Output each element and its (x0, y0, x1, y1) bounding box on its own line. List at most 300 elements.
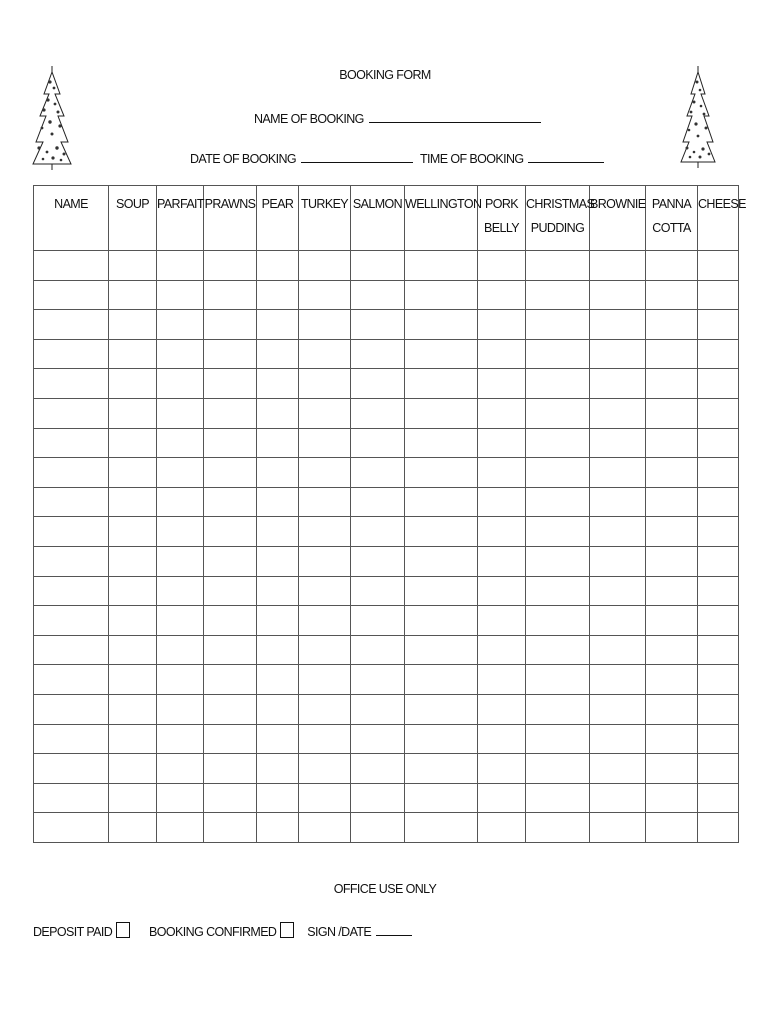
table-cell[interactable] (698, 694, 739, 724)
table-cell[interactable] (646, 280, 698, 310)
table-cell[interactable] (478, 398, 526, 428)
table-cell[interactable] (698, 783, 739, 813)
table-cell[interactable] (257, 635, 299, 665)
table-cell[interactable] (109, 251, 157, 281)
table-cell[interactable] (351, 724, 405, 754)
name-of-booking-field[interactable] (254, 110, 541, 126)
column-header-line1: CHRISTMAS (526, 197, 595, 211)
table-cell[interactable] (590, 458, 646, 488)
table-cell[interactable] (157, 369, 204, 399)
table-cell[interactable] (109, 517, 157, 547)
table-cell[interactable] (257, 813, 299, 843)
table-cell[interactable] (526, 606, 590, 636)
table-cell[interactable] (204, 635, 257, 665)
table-row (34, 606, 739, 636)
table-cell[interactable] (698, 517, 739, 547)
table-cell[interactable] (590, 783, 646, 813)
table-cell[interactable] (405, 576, 478, 606)
table-cell[interactable] (257, 606, 299, 636)
table-cell[interactable] (351, 813, 405, 843)
column-header (405, 186, 482, 251)
table-cell[interactable] (405, 369, 478, 399)
table-cell[interactable] (526, 546, 590, 576)
table-cell[interactable] (698, 310, 739, 340)
table-cell[interactable] (204, 665, 257, 695)
table-cell[interactable] (646, 428, 698, 458)
table-cell[interactable] (405, 754, 478, 784)
table-cell[interactable] (698, 813, 739, 843)
table-cell[interactable] (257, 398, 299, 428)
table-cell[interactable] (590, 398, 646, 428)
table-cell[interactable] (204, 517, 257, 547)
table-cell[interactable] (590, 606, 646, 636)
time-of-booking-line[interactable] (528, 150, 604, 163)
table-cell[interactable] (698, 369, 739, 399)
table-cell[interactable] (698, 606, 739, 636)
table-cell[interactable] (478, 487, 526, 517)
table-cell[interactable] (405, 665, 478, 695)
table-cell[interactable] (204, 546, 257, 576)
table-cell[interactable] (299, 251, 351, 281)
table-cell[interactable] (34, 310, 109, 340)
table-cell[interactable] (157, 724, 204, 754)
table-row (34, 635, 739, 665)
table-cell[interactable] (109, 280, 157, 310)
table-cell[interactable] (34, 783, 109, 813)
table-cell[interactable] (351, 369, 405, 399)
table-cell[interactable] (405, 517, 478, 547)
table-cell[interactable] (526, 251, 590, 281)
date-of-booking-line[interactable] (301, 150, 413, 163)
table-cell[interactable] (646, 724, 698, 754)
table-cell[interactable] (109, 369, 157, 399)
table-cell[interactable] (34, 635, 109, 665)
table-cell[interactable] (157, 694, 204, 724)
column-header-line1: PEAR (261, 197, 294, 211)
table-cell[interactable] (478, 783, 526, 813)
table-cell[interactable] (526, 398, 590, 428)
table-cell[interactable] (405, 280, 478, 310)
table-cell[interactable] (157, 665, 204, 695)
booking-confirmed-checkbox[interactable] (280, 922, 294, 938)
table-cell[interactable] (405, 458, 478, 488)
table-cell[interactable] (109, 606, 157, 636)
table-cell[interactable] (257, 428, 299, 458)
table-cell[interactable] (590, 724, 646, 754)
column-header (698, 186, 746, 251)
table-cell[interactable] (204, 398, 257, 428)
table-cell[interactable] (698, 251, 739, 281)
table-cell[interactable] (405, 339, 478, 369)
table-cell[interactable] (351, 576, 405, 606)
table-cell[interactable] (299, 487, 351, 517)
table-cell[interactable] (34, 458, 109, 488)
table-cell[interactable] (34, 576, 109, 606)
table-cell[interactable] (299, 280, 351, 310)
table-cell[interactable] (646, 458, 698, 488)
table-cell[interactable] (157, 783, 204, 813)
table-cell[interactable] (299, 398, 351, 428)
table-cell[interactable] (257, 310, 299, 340)
table-cell[interactable] (590, 487, 646, 517)
table-cell[interactable] (351, 487, 405, 517)
table-cell[interactable] (351, 517, 405, 547)
table-cell[interactable] (257, 517, 299, 547)
table-cell[interactable] (299, 783, 351, 813)
table-cell[interactable] (257, 754, 299, 784)
table-cell[interactable] (157, 339, 204, 369)
table-cell[interactable] (257, 280, 299, 310)
table-cell[interactable] (34, 369, 109, 399)
table-cell[interactable] (526, 339, 590, 369)
table-cell[interactable] (478, 546, 526, 576)
table-cell[interactable] (590, 635, 646, 665)
table-cell[interactable] (646, 546, 698, 576)
table-cell[interactable] (109, 458, 157, 488)
table-cell[interactable] (257, 724, 299, 754)
table-cell[interactable] (109, 635, 157, 665)
table-cell[interactable] (351, 606, 405, 636)
table-cell[interactable] (351, 458, 405, 488)
table-cell[interactable] (109, 665, 157, 695)
table-cell[interactable] (526, 310, 590, 340)
table-cell[interactable] (478, 458, 526, 488)
table-cell[interactable] (351, 694, 405, 724)
table-cell[interactable] (109, 398, 157, 428)
table-row (34, 251, 739, 281)
column-header-line1: NAME (54, 197, 88, 211)
table-cell[interactable] (34, 517, 109, 547)
table-cell[interactable] (157, 576, 204, 606)
table-cell[interactable] (109, 339, 157, 369)
table-cell[interactable] (351, 783, 405, 813)
table-cell[interactable] (590, 251, 646, 281)
table-cell[interactable] (257, 458, 299, 488)
table-cell[interactable] (646, 665, 698, 695)
table-cell[interactable] (204, 694, 257, 724)
table-cell[interactable] (478, 369, 526, 399)
table-cell[interactable] (157, 280, 204, 310)
table-cell[interactable] (646, 783, 698, 813)
table-cell[interactable] (478, 517, 526, 547)
table-cell[interactable] (590, 665, 646, 695)
table-cell[interactable] (698, 339, 739, 369)
table-row (34, 280, 739, 310)
deposit-paid-checkbox[interactable] (116, 922, 130, 938)
table-cell[interactable] (299, 813, 351, 843)
table-cell[interactable] (157, 635, 204, 665)
table-cell[interactable] (646, 694, 698, 724)
booking-confirmed-label: BOOKING CONFIRMED (149, 925, 277, 939)
table-cell[interactable] (34, 665, 109, 695)
table-cell[interactable] (590, 813, 646, 843)
table-cell[interactable] (299, 635, 351, 665)
table-cell[interactable] (526, 458, 590, 488)
table-cell[interactable] (34, 813, 109, 843)
table-cell[interactable] (526, 754, 590, 784)
table-cell[interactable] (478, 339, 526, 369)
table-row (34, 369, 739, 399)
sign-date-line[interactable] (376, 923, 412, 936)
table-cell[interactable] (405, 428, 478, 458)
table-cell[interactable] (157, 517, 204, 547)
table-cell[interactable] (698, 280, 739, 310)
table-cell[interactable] (526, 517, 590, 547)
table-cell[interactable] (157, 546, 204, 576)
table-cell[interactable] (478, 280, 526, 310)
table-row (34, 517, 739, 547)
table-cell[interactable] (351, 428, 405, 458)
table-cell[interactable] (299, 754, 351, 784)
table-cell[interactable] (590, 369, 646, 399)
column-header-line1: PORK (484, 197, 519, 211)
table-cell[interactable] (698, 398, 739, 428)
table-cell[interactable] (646, 251, 698, 281)
table-cell[interactable] (204, 310, 257, 340)
table-cell[interactable] (157, 487, 204, 517)
table-cell[interactable] (351, 398, 405, 428)
table-cell[interactable] (351, 754, 405, 784)
table-cell[interactable] (478, 724, 526, 754)
time-of-booking-field[interactable] (420, 150, 604, 166)
table-cell[interactable] (299, 369, 351, 399)
table-cell[interactable] (257, 694, 299, 724)
table-cell[interactable] (299, 724, 351, 754)
column-header (299, 186, 351, 251)
table-cell[interactable] (698, 546, 739, 576)
table-cell[interactable] (405, 310, 478, 340)
table-cell[interactable] (405, 251, 478, 281)
table-row (34, 783, 739, 813)
table-cell[interactable] (204, 339, 257, 369)
table-cell[interactable] (405, 606, 478, 636)
table-row (34, 339, 739, 369)
table-cell[interactable] (526, 428, 590, 458)
table-cell[interactable] (590, 428, 646, 458)
table-cell[interactable] (351, 251, 405, 281)
table-cell[interactable] (646, 310, 698, 340)
table-cell[interactable] (299, 546, 351, 576)
table-cell[interactable] (351, 339, 405, 369)
table-cell[interactable] (405, 813, 478, 843)
table-cell[interactable] (646, 339, 698, 369)
table-cell[interactable] (299, 665, 351, 695)
table-cell[interactable] (299, 458, 351, 488)
table-cell[interactable] (646, 606, 698, 636)
table-cell[interactable] (405, 398, 478, 428)
form-title: BOOKING FORM (339, 68, 431, 82)
table-cell[interactable] (204, 369, 257, 399)
table-cell[interactable] (157, 458, 204, 488)
table-cell[interactable] (590, 694, 646, 724)
table-cell[interactable] (698, 576, 739, 606)
table-cell[interactable] (157, 398, 204, 428)
table-cell[interactable] (646, 369, 698, 399)
date-of-booking-field[interactable] (190, 150, 413, 166)
table-cell[interactable] (204, 754, 257, 784)
table-cell[interactable] (204, 251, 257, 281)
table-cell[interactable] (109, 576, 157, 606)
table-cell[interactable] (526, 576, 590, 606)
table-cell[interactable] (299, 310, 351, 340)
table-cell[interactable] (698, 428, 739, 458)
name-of-booking-line[interactable] (369, 110, 541, 123)
table-cell[interactable] (257, 576, 299, 606)
table-cell[interactable] (351, 280, 405, 310)
table-cell[interactable] (109, 310, 157, 340)
table-row (34, 428, 739, 458)
table-cell[interactable] (109, 754, 157, 784)
table-header-row (34, 186, 739, 251)
table-cell[interactable] (157, 251, 204, 281)
table-cell[interactable] (34, 487, 109, 517)
table-cell[interactable] (590, 546, 646, 576)
table-cell[interactable] (204, 428, 257, 458)
table-cell[interactable] (34, 339, 109, 369)
table-cell[interactable] (157, 310, 204, 340)
table-cell[interactable] (299, 576, 351, 606)
table-cell[interactable] (257, 339, 299, 369)
table-cell[interactable] (157, 606, 204, 636)
table-cell[interactable] (34, 398, 109, 428)
table-cell[interactable] (698, 724, 739, 754)
table-cell[interactable] (646, 487, 698, 517)
table-cell[interactable] (204, 813, 257, 843)
table-cell[interactable] (405, 724, 478, 754)
table-cell[interactable] (204, 487, 257, 517)
table-cell[interactable] (590, 280, 646, 310)
table-cell[interactable] (646, 813, 698, 843)
table-cell[interactable] (109, 724, 157, 754)
table-cell[interactable] (478, 813, 526, 843)
table-cell[interactable] (526, 813, 590, 843)
table-cell[interactable] (204, 576, 257, 606)
column-header (157, 186, 204, 251)
table-cell[interactable] (351, 665, 405, 695)
table-cell[interactable] (34, 606, 109, 636)
column-header-line2: COTTA (652, 221, 691, 235)
table-cell[interactable] (157, 813, 204, 843)
table-cell[interactable] (257, 487, 299, 517)
table-cell[interactable] (478, 754, 526, 784)
table-cell[interactable] (698, 458, 739, 488)
column-header-line1: PRAWNS (204, 197, 256, 211)
table-cell[interactable] (204, 458, 257, 488)
table-cell[interactable] (34, 694, 109, 724)
table-cell[interactable] (109, 783, 157, 813)
table-cell[interactable] (646, 517, 698, 547)
table-cell[interactable] (109, 546, 157, 576)
table-cell[interactable] (526, 369, 590, 399)
table-cell[interactable] (299, 606, 351, 636)
table-cell[interactable] (351, 635, 405, 665)
table-cell[interactable] (351, 310, 405, 340)
table-cell[interactable] (204, 724, 257, 754)
table-cell[interactable] (698, 665, 739, 695)
table-row (34, 487, 739, 517)
table-cell[interactable] (478, 665, 526, 695)
table-cell[interactable] (204, 280, 257, 310)
table-cell[interactable] (646, 398, 698, 428)
column-header-line1: SALMON (352, 197, 403, 211)
table-cell[interactable] (405, 694, 478, 724)
table-cell[interactable] (257, 546, 299, 576)
table-cell[interactable] (526, 487, 590, 517)
table-cell[interactable] (257, 251, 299, 281)
table-cell[interactable] (257, 665, 299, 695)
table-cell[interactable] (526, 694, 590, 724)
table-cell[interactable] (299, 517, 351, 547)
table-cell[interactable] (157, 754, 204, 784)
table-cell[interactable] (299, 428, 351, 458)
table-cell[interactable] (478, 606, 526, 636)
table-cell[interactable] (478, 428, 526, 458)
table-cell[interactable] (34, 546, 109, 576)
table-cell[interactable] (590, 339, 646, 369)
column-header-line1: SOUP (115, 197, 150, 211)
table-cell[interactable] (34, 754, 109, 784)
table-cell[interactable] (646, 754, 698, 784)
table-cell[interactable] (478, 694, 526, 724)
table-cell[interactable] (257, 369, 299, 399)
table-cell[interactable] (646, 635, 698, 665)
table-cell[interactable] (157, 428, 204, 458)
table-cell[interactable] (526, 280, 590, 310)
table-cell[interactable] (590, 517, 646, 547)
table-cell[interactable] (526, 724, 590, 754)
column-header (646, 186, 698, 251)
table-cell[interactable] (109, 694, 157, 724)
table-cell[interactable] (698, 635, 739, 665)
column-header-line1: PARFAIT (157, 197, 204, 211)
table-cell[interactable] (478, 635, 526, 665)
table-cell[interactable] (405, 783, 478, 813)
table-cell[interactable] (351, 546, 405, 576)
table-cell[interactable] (478, 251, 526, 281)
column-header (109, 186, 157, 251)
table-cell[interactable] (478, 310, 526, 340)
table-cell[interactable] (590, 576, 646, 606)
table-cell[interactable] (109, 428, 157, 458)
table-cell[interactable] (299, 694, 351, 724)
table-cell[interactable] (204, 606, 257, 636)
table-cell[interactable] (34, 280, 109, 310)
table-cell[interactable] (646, 576, 698, 606)
table-cell[interactable] (405, 635, 478, 665)
table-cell[interactable] (590, 754, 646, 784)
table-cell[interactable] (34, 428, 109, 458)
table-cell[interactable] (109, 813, 157, 843)
table-cell[interactable] (698, 487, 739, 517)
table-row (34, 310, 739, 340)
table-cell[interactable] (109, 487, 157, 517)
table-cell[interactable] (526, 665, 590, 695)
table-cell[interactable] (698, 754, 739, 784)
column-header (34, 186, 109, 251)
table-cell[interactable] (34, 724, 109, 754)
table-cell[interactable] (299, 339, 351, 369)
table-cell[interactable] (257, 783, 299, 813)
table-cell[interactable] (526, 635, 590, 665)
table-cell[interactable] (478, 576, 526, 606)
table-cell[interactable] (526, 783, 590, 813)
table-cell[interactable] (405, 487, 478, 517)
table-cell[interactable] (204, 783, 257, 813)
table-cell[interactable] (405, 546, 478, 576)
table-cell[interactable] (34, 251, 109, 281)
table-row (34, 813, 739, 843)
table-cell[interactable] (590, 310, 646, 340)
